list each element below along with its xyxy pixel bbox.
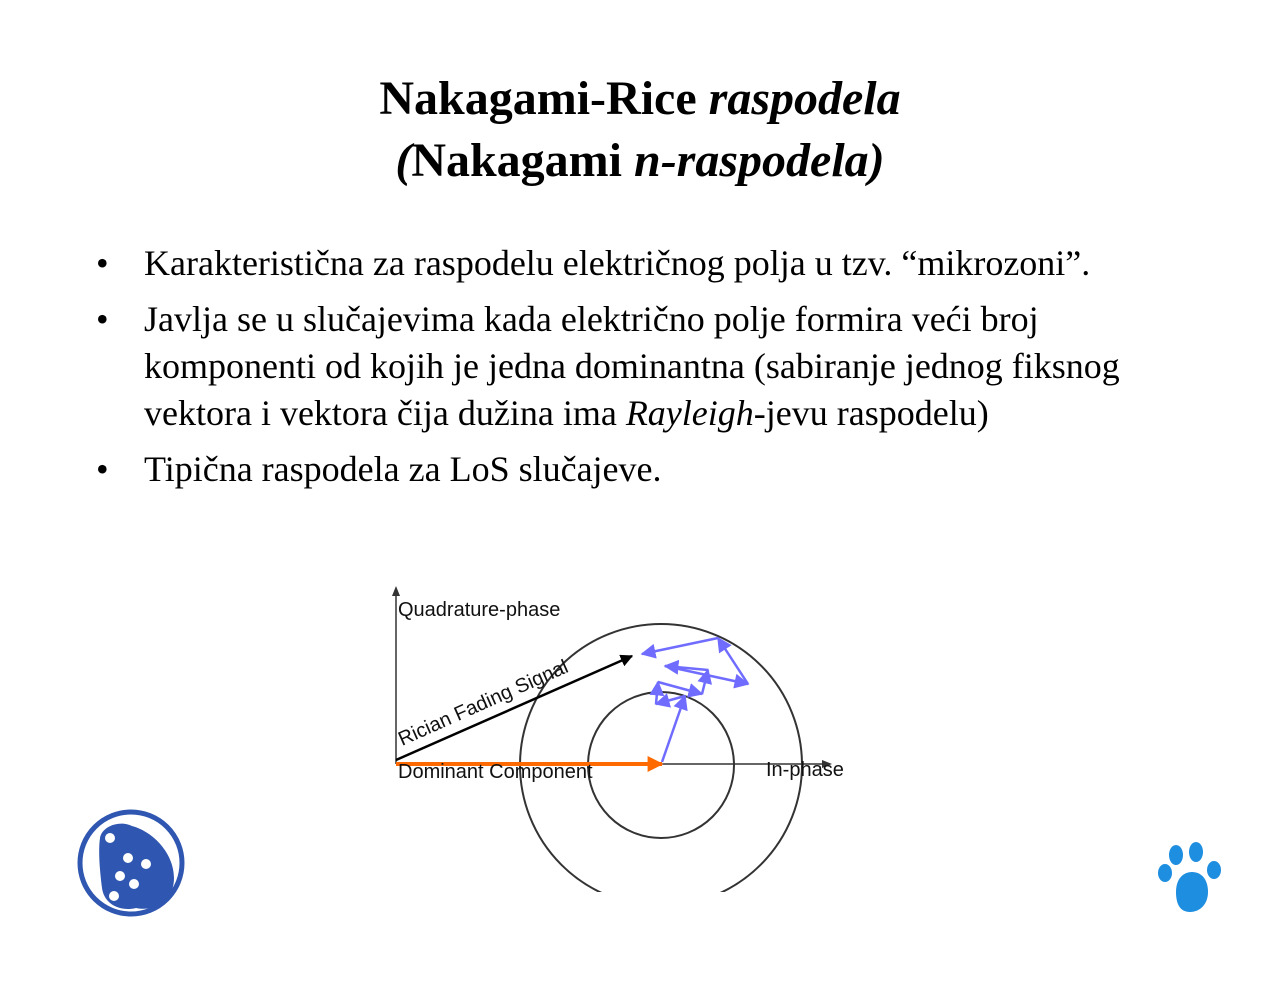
title-line-1: Nakagami-Rice raspodela [379,72,901,125]
x-axis-label: In-phase [766,759,844,781]
slide-title [0,68,1280,192]
bullet-item: • Tipična raspodela za LoS slučajeve. [96,446,1216,493]
bullet-dot: • [96,299,109,339]
bullet-dot: • [96,243,109,283]
rician-signal-label: Rician Fading Signal [395,655,572,751]
scatter-vector [656,682,658,704]
scatter-vector [656,696,685,704]
y-axis-label: Quadrature-phase [398,599,561,621]
rician-fading-diagram [380,582,870,892]
title-line-2: (Nakagami n-raspodela) [395,134,885,187]
blob-logo-icon [76,808,186,918]
scatter-vector [662,696,685,762]
bullet-dot: • [96,449,109,489]
paw-print-icon [1156,842,1226,914]
dominant-component-label: Dominant Component [398,761,593,783]
bullet-item: • Javlja se u slučajevima kada električno polje formira veći broj komponenti od kojih je jedna dominantna (sabiranje jednog fiksnog vektora i vektora čija dužina ima Rayleigh-jevu raspodelu) [96,296,1216,437]
bullet-list [96,240,1216,502]
bullet-item: • Karakteristična za raspodelu električnog polja u tzv. “mikrozoni”. [96,240,1216,287]
rician-signal-arrow [396,656,632,760]
y-axis-arrowhead [392,586,400,596]
scatter-vector [642,638,718,654]
